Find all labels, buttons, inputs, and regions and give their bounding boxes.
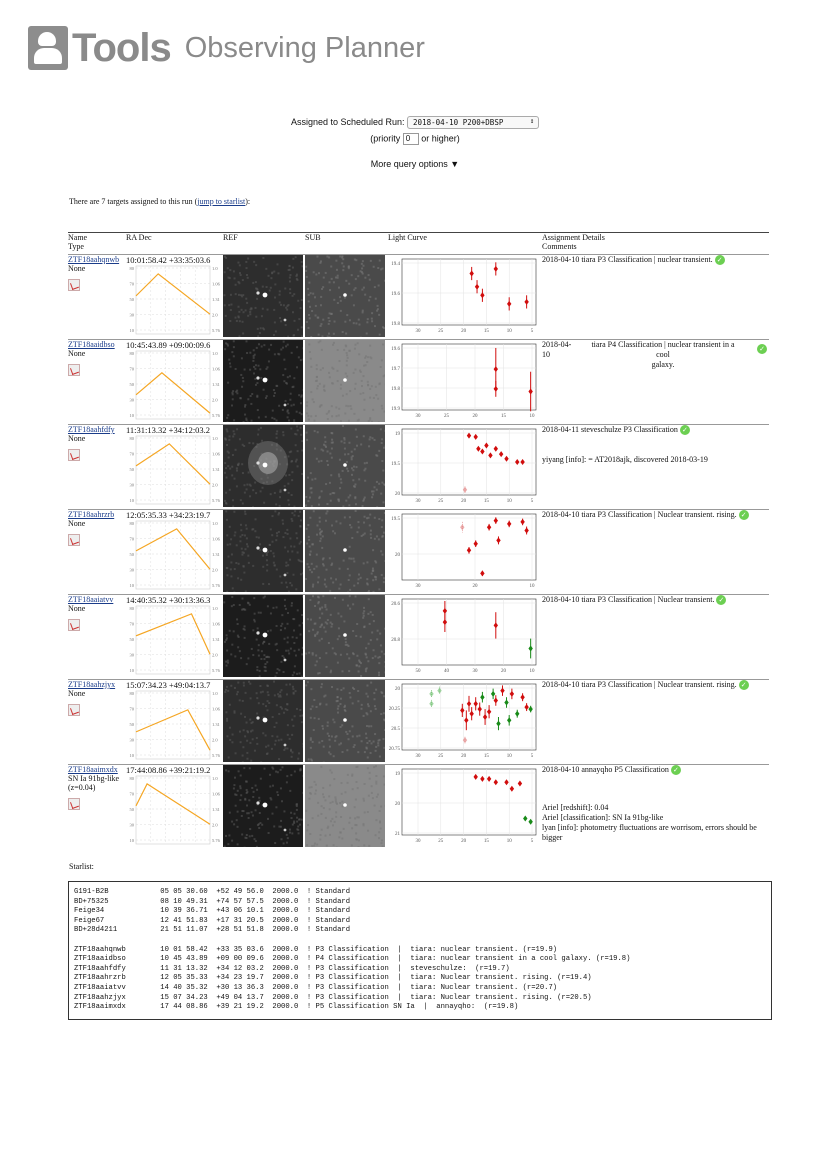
airmass-right-tick: 1.31 <box>212 467 220 472</box>
sub-image <box>305 340 385 422</box>
airmass-left-tick: 30 <box>129 312 134 318</box>
airmass-left-tick: 10 <box>129 583 134 588</box>
pdf-icon[interactable] <box>68 364 80 376</box>
target-type: None <box>68 264 86 273</box>
lc-y-tick: 19.4 <box>391 262 400 267</box>
lc-x-tick: 5 <box>530 499 534 504</box>
check-icon[interactable]: ✓ <box>716 595 726 605</box>
lc-x-tick: 25 <box>444 414 449 419</box>
airmass-left-tick: 30 <box>129 737 134 743</box>
table-row <box>68 595 769 680</box>
airmass-right-tick: 1.31 <box>212 552 220 557</box>
col-assignment: Assignment Details <box>542 233 605 242</box>
airmass-right-tick: 2.0 <box>212 312 218 318</box>
airmass-plot <box>126 435 223 507</box>
lc-x-tick: 15 <box>501 414 506 419</box>
airmass-right-tick: 5.76 <box>212 838 220 843</box>
target-link[interactable]: ZTF18aahqnwb <box>68 255 120 264</box>
sub-image <box>305 595 385 677</box>
airmass-right-tick: 1.31 <box>212 382 220 387</box>
target-link[interactable]: ZTF18aahrzrb <box>68 510 115 519</box>
targets-table <box>68 232 769 849</box>
lightcurve-plot <box>388 510 540 592</box>
col-radec: RA Dec <box>126 233 223 255</box>
lightcurve-cell <box>388 765 542 850</box>
starlist-line: Feige34 10 39 36.71 +43 06 10.1 2000.0 ! Standard <box>74 907 351 916</box>
comment-text: Ariel [redshift]: 0.04 <box>542 803 609 813</box>
airmass-left-tick: 10 <box>129 668 134 673</box>
priority-prefix: (priority <box>370 133 401 144</box>
lc-x-tick: 30 <box>415 329 421 334</box>
name-cell <box>68 510 126 595</box>
lc-x-tick: 30 <box>415 839 421 844</box>
assignment-text: tiara P4 Classification | nuclear transient in a cool <box>591 340 735 359</box>
airmass-right-tick: 1.0 <box>212 266 218 271</box>
lc-x-tick: 10 <box>506 499 512 504</box>
airmass-right-tick: 1.06 <box>212 536 220 542</box>
col-name: Name <box>68 233 88 242</box>
lc-x-tick: 20 <box>472 414 478 419</box>
lc-x-tick: 30 <box>415 584 421 589</box>
starlist-line: ZTF18aahqnwb 10 01 58.42 +33 35 03.6 2000.0 ! P3 Classification | tiara: nuclear transient. (r=19.9) <box>74 945 558 954</box>
airmass-right-tick: 5.76 <box>212 413 220 418</box>
starlist-line: ZTF18aaimxdx 17 44 08.86 +39 21 19.2 2000.0 ! P5 Classification SN Ia | annayqho: (r=19.8) <box>74 1003 519 1012</box>
lc-y-tick: 19 <box>395 772 400 777</box>
lc-y-tick: 19.8 <box>391 387 400 392</box>
lc-x-tick: 20 <box>461 329 467 334</box>
sub-image <box>305 255 385 337</box>
starlist-line: ZTF18aaiatvv 14 40 35.32 +30 13 36.3 2000.0 ! P3 Classification | tiara: Nuclear transient. (r=20.7) <box>74 983 558 992</box>
lc-x-tick: 10 <box>506 329 512 334</box>
lc-x-tick: 15 <box>483 754 489 759</box>
airmass-plot <box>126 350 223 422</box>
airmass-right-tick: 1.06 <box>212 621 220 627</box>
airmass-left-tick: 10 <box>129 328 134 333</box>
assignment-text: 2018-04-10 tiara P3 Classification | Nuclear transient. <box>542 595 715 604</box>
name-cell <box>68 425 126 510</box>
ref-image <box>223 340 303 422</box>
target-type: None <box>68 434 86 443</box>
airmass-right-tick: 2.0 <box>212 652 218 658</box>
radec-cell <box>126 680 223 765</box>
lc-x-tick: 30 <box>415 499 421 504</box>
lc-x-tick: 30 <box>415 754 421 759</box>
lc-x-tick: 50 <box>415 669 421 674</box>
lightcurve-cell <box>388 510 542 595</box>
assignment-text: galaxy. <box>651 360 675 369</box>
lc-x-tick: 25 <box>438 839 444 844</box>
ref-cell <box>223 510 305 595</box>
airmass-left-tick: 30 <box>129 397 134 403</box>
assignment-text: 2018-04-10 tiara P3 Classification | Nuclear transient. rising. <box>542 680 737 689</box>
name-cell <box>68 680 126 765</box>
lc-x-tick: 25 <box>438 499 444 504</box>
assignment-cell <box>542 255 769 340</box>
pdf-icon[interactable] <box>68 534 80 546</box>
airmass-right-tick: 1.0 <box>212 521 218 526</box>
starlist-line: Feige67 12 41 51.83 +17 31 20.5 2000.0 ! Standard <box>74 916 351 925</box>
col-ref: REF <box>223 233 305 255</box>
airmass-right-tick: 2.0 <box>212 737 218 743</box>
starlist-line: ZTF18aaidbso 10 45 43.89 +09 00 09.6 2000.0 ! P4 Classification | tiara: nuclear transient in a cool galaxy. (r=19.8) <box>74 955 631 964</box>
ref-image <box>223 510 303 592</box>
assignment-cell <box>542 595 769 680</box>
radec-text: 12:05:35.33 +34:23:19.7 <box>126 510 211 520</box>
lc-y-tick: 20 <box>395 802 400 807</box>
lightcurve-plot <box>388 680 540 762</box>
pdf-icon[interactable] <box>68 704 80 716</box>
ref-cell <box>223 425 305 510</box>
starlist-line: BD+75325 08 10 49.31 +74 57 57.5 2000.0 ! Standard <box>74 897 351 906</box>
radec-cell <box>126 510 223 595</box>
target-type: None <box>68 604 86 613</box>
airmass-left-tick: 70 <box>129 536 134 542</box>
airmass-right-tick: 1.0 <box>212 691 218 696</box>
target-link[interactable]: ZTF18aaiatvv <box>68 595 114 604</box>
lc-x-tick: 20 <box>461 499 467 504</box>
airmass-left-tick: 50 <box>129 807 134 812</box>
run-select[interactable] <box>407 116 539 129</box>
query-controls <box>0 116 830 169</box>
radec-text: 10:45:43.89 +09:00:09.6 <box>126 340 211 350</box>
airmass-left-tick: 10 <box>129 498 134 503</box>
assignment-date: 10 <box>542 350 550 359</box>
airmass-right-tick: 5.76 <box>212 583 220 588</box>
name-cell <box>68 340 126 425</box>
sub-cell <box>305 765 388 850</box>
airmass-left-tick: 80 <box>129 436 134 441</box>
radec-cell <box>126 340 223 425</box>
lightcurve-plot <box>388 255 540 337</box>
name-cell <box>68 255 126 340</box>
lc-y-tick: 19 <box>395 432 400 437</box>
starlist-line: BD+28d4211 21 51 11.07 +28 51 51.8 2000.0 ! Standard <box>74 926 351 935</box>
lc-y-tick: 20.25 <box>388 707 400 712</box>
airmass-left-tick: 50 <box>129 297 134 302</box>
ref-image <box>223 425 303 507</box>
check-icon[interactable]: ✓ <box>715 255 725 265</box>
lc-y-tick: 19.5 <box>391 517 400 522</box>
col-comments: Comments <box>542 242 577 251</box>
assignment-text: 2018-04-11 steveschulze P3 Classification <box>542 425 678 434</box>
check-icon[interactable]: ✓ <box>757 344 767 354</box>
assignment-cell <box>542 510 769 595</box>
airmass-left-tick: 80 <box>129 351 134 356</box>
lc-y-tick: 20.5 <box>391 727 400 732</box>
airmass-right-tick: 1.31 <box>212 297 220 302</box>
lc-x-tick: 30 <box>415 414 421 419</box>
airmass-left-tick: 50 <box>129 382 134 387</box>
ref-image <box>223 255 303 337</box>
sub-image <box>305 765 385 847</box>
ref-cell <box>223 340 305 425</box>
airmass-right-tick: 2.0 <box>212 482 218 488</box>
check-icon[interactable]: ✓ <box>739 510 749 520</box>
airmass-right-tick: 1.0 <box>212 776 218 781</box>
airmass-right-tick: 2.0 <box>212 397 218 403</box>
lightcurve-cell <box>388 425 542 510</box>
airmass-right-tick: 5.76 <box>212 753 220 758</box>
lc-x-tick: 20 <box>461 839 467 844</box>
table-row <box>68 425 769 510</box>
name-cell <box>68 765 126 850</box>
airmass-left-tick: 80 <box>129 691 134 696</box>
airmass-right-tick: 5.76 <box>212 668 220 673</box>
lightcurve-plot <box>388 340 540 422</box>
lc-x-tick: 5 <box>530 754 534 759</box>
airmass-plot <box>126 775 223 847</box>
airmass-right-tick: 1.0 <box>212 606 218 611</box>
comment-text: Ariel [classification]: SN Ia 91bg-like <box>542 813 664 823</box>
airmass-right-tick: 1.31 <box>212 722 220 727</box>
airmass-left-tick: 50 <box>129 637 134 642</box>
airmass-left-tick: 10 <box>129 838 134 843</box>
airmass-left-tick: 70 <box>129 706 134 712</box>
select-arrows-icon: ↕ <box>529 117 535 125</box>
ref-image <box>223 595 303 677</box>
lc-y-tick: 20 <box>395 492 400 497</box>
target-count-suffix: ): <box>245 197 251 206</box>
airmass-left-tick: 30 <box>129 482 134 488</box>
lc-y-tick: 19.8 <box>391 322 400 327</box>
airmass-left-tick: 30 <box>129 822 134 828</box>
lc-y-tick: 20.6 <box>391 602 400 607</box>
lc-x-tick: 10 <box>506 754 512 759</box>
airmass-left-tick: 70 <box>129 281 134 287</box>
col-type: Type <box>68 242 84 251</box>
lc-x-tick: 15 <box>483 839 489 844</box>
assignment-cell <box>542 340 769 425</box>
lc-x-tick: 20 <box>461 754 467 759</box>
radec-cell <box>126 255 223 340</box>
radec-text: 15:07:34.23 +49:04:13.7 <box>126 680 211 690</box>
lc-x-tick: 10 <box>506 839 512 844</box>
lc-x-tick: 5 <box>530 329 534 334</box>
lc-y-tick: 19.5 <box>391 462 400 467</box>
airmass-right-tick: 1.06 <box>212 366 220 372</box>
run-select-value: 2018-04-10 P200+DBSP <box>413 118 504 127</box>
col-sub: SUB <box>305 233 388 255</box>
radec-cell <box>126 765 223 850</box>
check-icon[interactable]: ✓ <box>680 425 690 435</box>
sub-cell <box>305 595 388 680</box>
lc-x-tick: 20 <box>501 669 506 674</box>
airmass-plot <box>126 265 223 337</box>
lightcurve-cell <box>388 340 542 425</box>
sub-cell <box>305 340 388 425</box>
airmass-left-tick: 50 <box>129 552 134 557</box>
airmass-left-tick: 70 <box>129 791 134 797</box>
assignment-text: 2018-04-10 tiara P3 Classification | Nuclear transient. rising. <box>542 510 737 519</box>
run-label: Assigned to Scheduled Run: <box>290 116 405 127</box>
lc-y-tick: 19.7 <box>391 367 400 372</box>
radec-text: 11:31:13.32 +34:12:03.2 <box>126 425 211 435</box>
airmass-right-tick: 1.31 <box>212 637 220 642</box>
airmass-left-tick: 10 <box>129 413 134 418</box>
lc-y-tick: 20.75 <box>388 747 400 752</box>
app-header <box>28 24 425 72</box>
target-type: None <box>68 689 86 698</box>
target-link[interactable]: ZTF18aahfdfy <box>68 425 115 434</box>
sub-image <box>305 425 385 507</box>
radec-text: 14:40:35.32 +30:13:36.3 <box>126 595 211 605</box>
sub-cell <box>305 255 388 340</box>
starlist-line: G191-B2B 05 05 30.60 +52 49 56.0 2000.0 ! Standard <box>74 888 351 896</box>
ref-cell <box>223 255 305 340</box>
name-cell <box>68 595 126 680</box>
lc-y-tick: 21 <box>395 832 400 837</box>
starlist-line <box>74 936 766 946</box>
comment-text: lyan [info]: photometry fluctuations are worrisom, errors should be bigger <box>542 823 757 843</box>
target-redshift: (z=0.04) <box>68 783 96 792</box>
radec-text: 10:01:58.42 +33:35:03.6 <box>126 255 211 265</box>
assignment-cell <box>542 425 769 510</box>
sub-cell <box>305 680 388 765</box>
airmass-right-tick: 1.06 <box>212 706 220 712</box>
airmass-right-tick: 2.0 <box>212 822 218 828</box>
radec-cell <box>126 425 223 510</box>
logo-icon <box>28 26 68 70</box>
target-type: None <box>68 349 86 358</box>
lightcurve-plot <box>388 595 540 677</box>
logo-text: Tools <box>72 25 171 70</box>
lc-y-tick: 20 <box>395 553 400 558</box>
pdf-icon[interactable] <box>68 798 80 810</box>
lc-x-tick: 15 <box>483 499 489 504</box>
lc-y-tick: 19.9 <box>391 407 400 412</box>
target-type: None <box>68 519 86 528</box>
ref-cell <box>223 680 305 765</box>
more-query-options-toggle[interactable]: More query options ▼ <box>370 159 460 169</box>
target-link[interactable]: ZTF18aaimxdx <box>68 765 118 774</box>
ref-image <box>223 680 303 762</box>
comment-text: yiyang [info]: = AT2018ajk, discovered 2018-03-19 <box>542 455 708 465</box>
airmass-left-tick: 10 <box>129 753 134 758</box>
airmass-right-tick: 1.06 <box>212 791 220 797</box>
table-header <box>68 233 769 255</box>
lc-x-tick: 25 <box>438 329 444 334</box>
airmass-left-tick: 30 <box>129 567 134 573</box>
check-icon[interactable]: ✓ <box>739 680 749 690</box>
airmass-left-tick: 80 <box>129 521 134 526</box>
ref-cell <box>223 765 305 850</box>
lc-x-tick: 15 <box>483 329 489 334</box>
page-title: Observing Planner <box>184 31 425 64</box>
table-row <box>68 255 769 340</box>
target-count <box>69 197 250 206</box>
lc-x-tick: 30 <box>472 669 478 674</box>
lc-y-tick: 20.8 <box>391 638 400 643</box>
airmass-left-tick: 70 <box>129 621 134 627</box>
airmass-right-tick: 1.31 <box>212 807 220 812</box>
lightcurve-cell <box>388 595 542 680</box>
airmass-right-tick: 1.06 <box>212 451 220 457</box>
lc-y-tick: 19.6 <box>391 292 400 297</box>
check-icon[interactable]: ✓ <box>671 765 681 775</box>
airmass-right-tick: 1.0 <box>212 351 218 356</box>
jump-to-starlist-link[interactable]: jump to starlist <box>197 197 246 206</box>
sub-image <box>305 680 385 762</box>
lc-x-tick: 20 <box>472 584 478 589</box>
table-row <box>68 340 769 425</box>
airmass-right-tick: 5.76 <box>212 328 220 333</box>
lc-x-tick: 25 <box>438 754 444 759</box>
airmass-right-tick: 1.06 <box>212 281 220 287</box>
table-row <box>68 510 769 595</box>
airmass-left-tick: 80 <box>129 776 134 781</box>
table-row <box>68 765 769 850</box>
ref-cell <box>223 595 305 680</box>
airmass-plot <box>126 690 223 762</box>
pdf-icon[interactable] <box>68 449 80 461</box>
pdf-icon[interactable] <box>68 279 80 291</box>
airmass-right-tick: 2.0 <box>212 567 218 573</box>
starlist-line: ZTF18aahfdfy 11 31 13.32 +34 12 03.2 2000.0 ! P3 Classification | steveschulze: (r=19.7) <box>74 964 510 973</box>
sub-cell <box>305 425 388 510</box>
airmass-right-tick: 5.76 <box>212 498 220 503</box>
target-link[interactable]: ZTF18aahzjyx <box>68 680 116 689</box>
lightcurve-cell <box>388 255 542 340</box>
airmass-left-tick: 70 <box>129 366 134 372</box>
airmass-left-tick: 50 <box>129 722 134 727</box>
airmass-left-tick: 50 <box>129 467 134 472</box>
airmass-plot <box>126 520 223 592</box>
target-link[interactable]: ZTF18aaidbso <box>68 340 115 349</box>
airmass-right-tick: 1.0 <box>212 436 218 441</box>
radec-text: 17:44:08.86 +39:21:19.2 <box>126 765 211 775</box>
lc-x-tick: 10 <box>529 414 535 419</box>
assignment-cell <box>542 680 769 765</box>
sub-image <box>305 510 385 592</box>
airmass-plot <box>126 605 223 677</box>
lightcurve-plot <box>388 765 540 847</box>
lc-y-tick: 20 <box>395 687 400 692</box>
lc-x-tick: 10 <box>529 669 535 674</box>
assignment-text: 2018-04-10 tiara P3 Classification | nuclear transient. <box>542 255 713 264</box>
starlist-line: ZTF18aahrzrb 12 05 35.33 +34 23 19.7 2000.0 ! P3 Classification | tiara: Nuclear transient. rising. (r=19.4) <box>74 974 592 983</box>
assignment-date: 2018-04- <box>542 340 572 349</box>
lc-x-tick: 5 <box>530 839 534 844</box>
airmass-left-tick: 70 <box>129 451 134 457</box>
airmass-left-tick: 30 <box>129 652 134 658</box>
table-row <box>68 680 769 765</box>
sub-cell <box>305 510 388 595</box>
priority-suffix: or higher) <box>421 133 460 144</box>
lc-y-tick: 19.6 <box>391 347 400 352</box>
airmass-left-tick: 80 <box>129 266 134 271</box>
starlist-label: Starlist: <box>69 862 94 871</box>
airmass-left-tick: 80 <box>129 606 134 611</box>
assignment-cell <box>542 765 769 850</box>
starlist-line: ZTF18aahzjyx 15 07 34.23 +49 04 13.7 2000.0 ! P3 Classification | tiara: Nuclear transient. rising. (r=20.5) <box>74 993 592 1002</box>
assignment-text: 2018-04-10 annayqho P5 Classification <box>542 765 669 774</box>
pdf-icon[interactable] <box>68 619 80 631</box>
radec-cell <box>126 595 223 680</box>
lc-x-tick: 40 <box>444 669 449 674</box>
target-count-text: There are 7 targets assigned to this run ( <box>69 197 198 206</box>
lightcurve-cell <box>388 680 542 765</box>
starlist-box <box>68 881 772 1020</box>
lc-x-tick: 10 <box>529 584 535 589</box>
col-lightcurve: Light Curve <box>388 233 542 255</box>
ref-image <box>223 765 303 847</box>
lightcurve-plot <box>388 425 540 507</box>
target-type: SN Ia 91bg-like <box>68 774 120 783</box>
priority-input[interactable]: 0 <box>403 133 419 145</box>
